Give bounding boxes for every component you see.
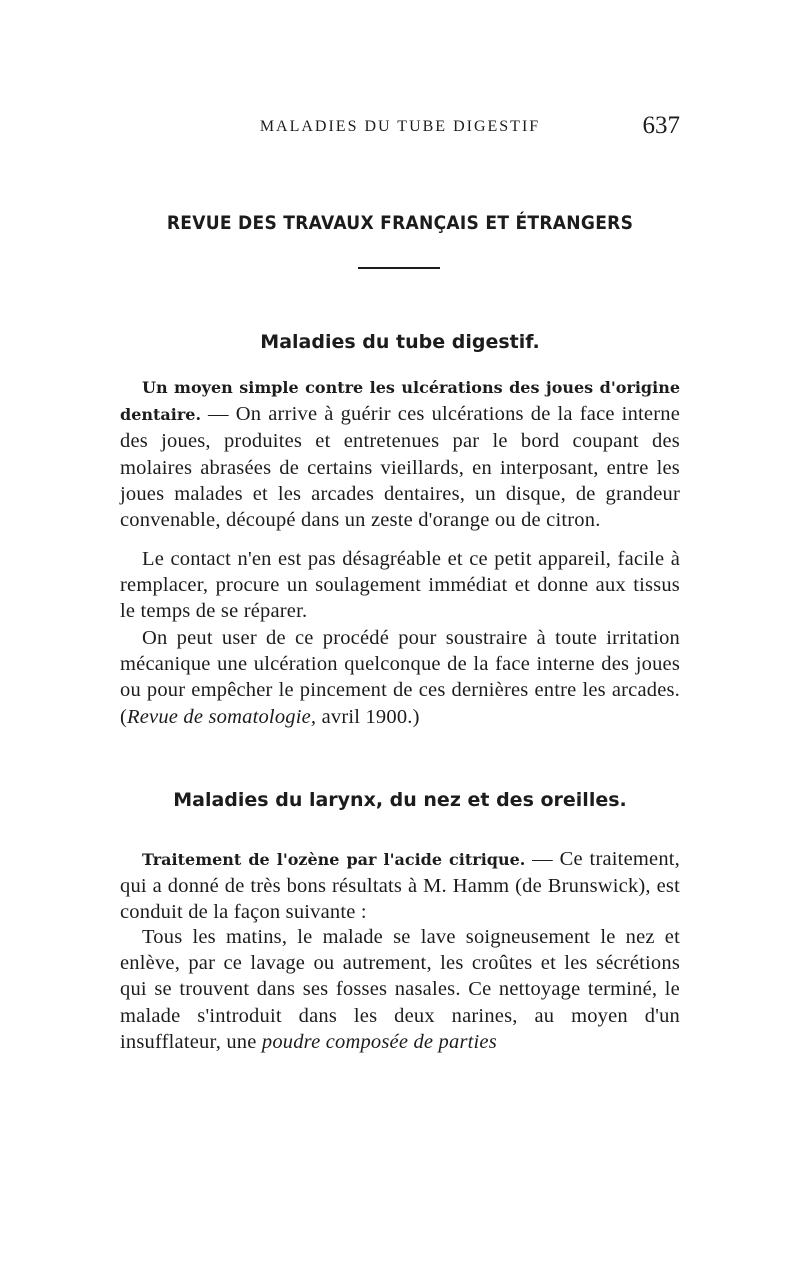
citation-date: avril 1900.) (316, 705, 420, 728)
paragraph-text: Tous les matins, le malade se lave soigneusement le nez et enlève, par ce lavage ou autrement, les croûtes et les sécrétions qui se trouvent dans ses fosses nasales. Ce nettoyage terminé, le malade s'introduit dans les deux narines, au moyen d'un insufflateur, une (120, 926, 680, 1053)
paragraph-text: Ce traitement, qui a donné de très bons résultats à M. Hamm (de Brunswick), est conduit de la façon suivante : (120, 848, 680, 924)
lead-separator: — (525, 848, 560, 870)
citation: Revue de somatologie, (127, 705, 317, 728)
paragraph-text: On arrive à guérir ces ulcérations de la face interne des joues, produites et entretenues par le bord coupant des molaires abrasées de certains vieillards, en interposant, entre les joues malades et les arcades dentaires, un disque, de grandeur convenable, découpé dans un zeste d'orange ou de citron. (120, 403, 681, 532)
section-heading-larynx: Maladies du larynx, du nez et des oreilles. (173, 789, 627, 811)
running-head (120, 112, 680, 142)
paragraph-lead: Un moyen simple contre les ulcérations des joues d'origine dentaire. (120, 378, 680, 425)
emphasis: poudre composée de parties (261, 1030, 497, 1053)
main-title: REVUE DES TRAVAUX FRANÇAIS ET ÉTRANGERS (166, 212, 634, 234)
lead-separator: — (201, 403, 236, 426)
paragraph-lead: Traitement de l'ozène par l'acide citrique. (142, 850, 526, 869)
section-heading-digestif: Maladies du tube digestif. (260, 331, 540, 353)
running-title: MALADIES DU TUBE DIGESTIF (259, 118, 541, 135)
paragraph (120, 374, 680, 533)
paragraph (120, 846, 680, 926)
paragraph (120, 625, 680, 730)
page-number: 637 (642, 112, 680, 139)
title-divider (358, 267, 440, 269)
paragraph-text: On peut user de ce procédé pour soustraire à toute irritation mécanique une ulcération quelconque de la face interne des joues ou pour empêcher le pincement de ces dernières entre les arcades. ( (120, 627, 680, 728)
paragraph-text: Le contact n'en est pas désagréable et ce petit appareil, facile à remplacer, procure un soulagement immédiat et donne aux tissus le temps de se réparer. (120, 548, 680, 623)
paragraph (120, 546, 680, 625)
paragraph (120, 924, 680, 1055)
